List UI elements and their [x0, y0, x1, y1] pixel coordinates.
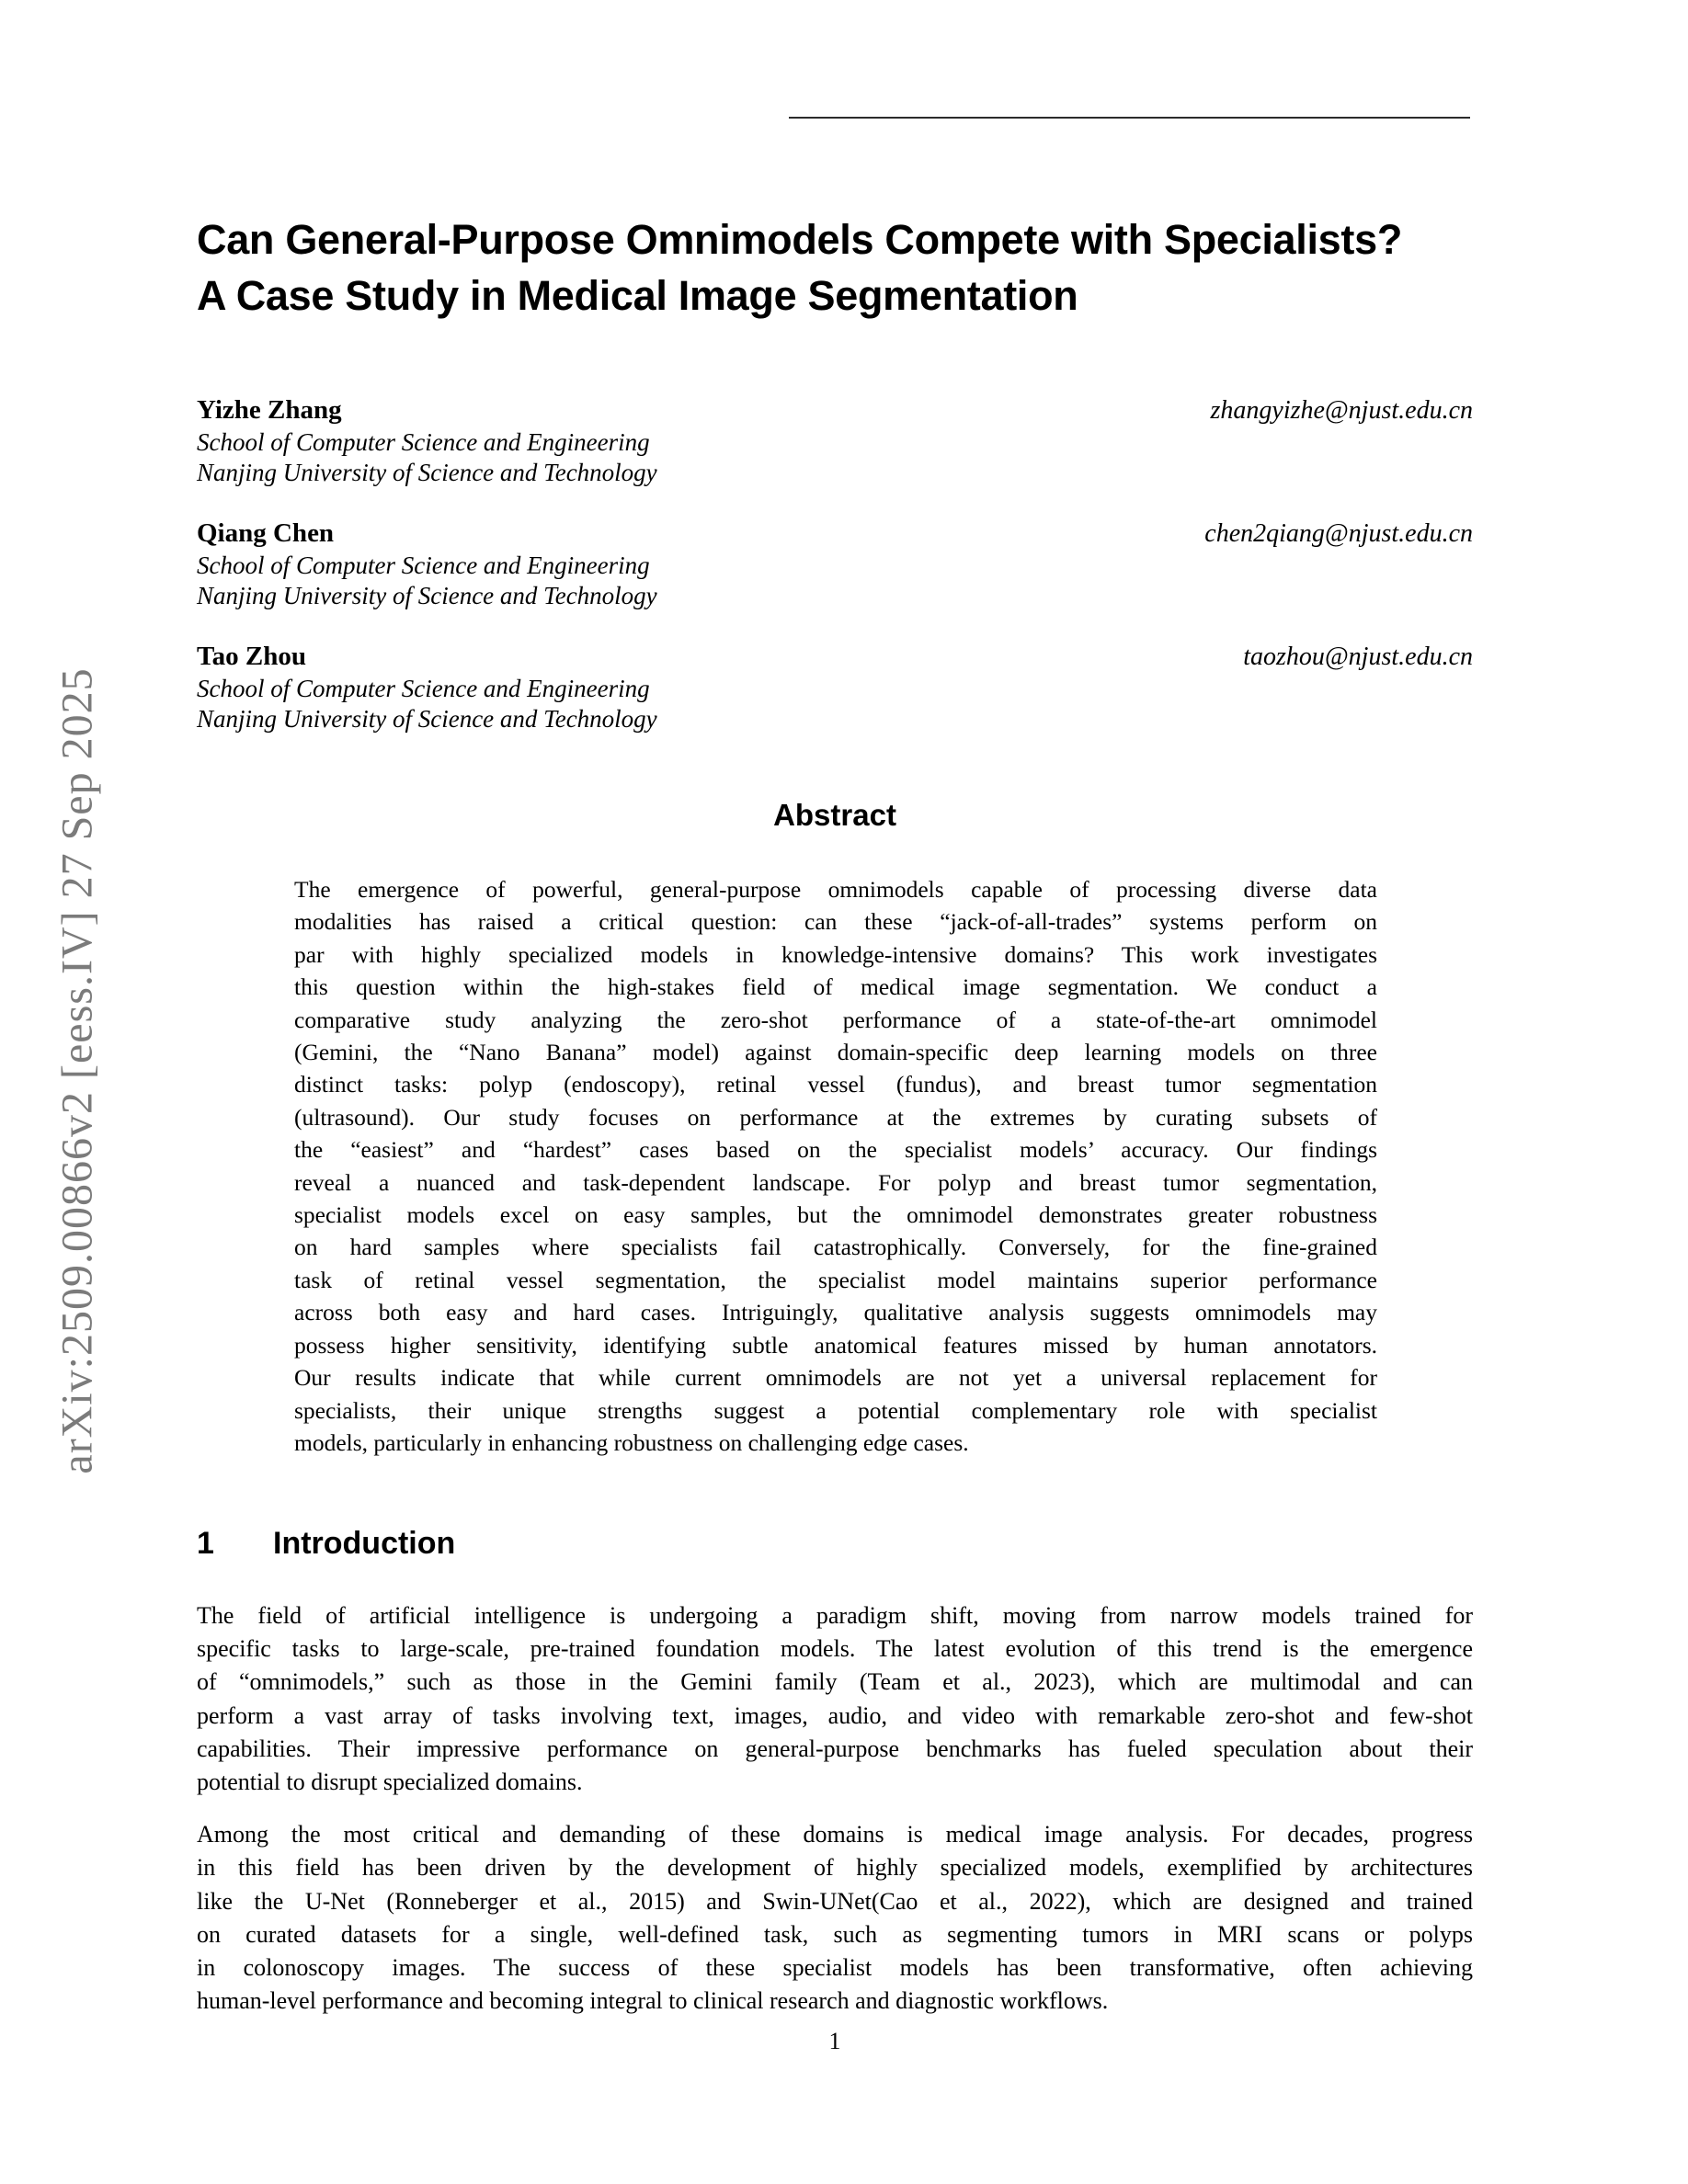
- text-line: possess higher sensitivity, identifying subtle anatomical features missed by human annotators.: [294, 1331, 1377, 1359]
- text-line: (ultrasound). Our study focuses on performance at the extremes by curating subsets of: [294, 1103, 1377, 1131]
- text-line: task of retinal vessel segmentation, the specialist model maintains superior performance: [294, 1266, 1377, 1293]
- author-affiliation: School of Computer Science and Engineering: [197, 428, 650, 456]
- author-affiliation: Nanjing University of Science and Technology: [197, 582, 657, 609]
- arxiv-watermark: arXiv:2509.00866v2 [eess.IV] 27 Sep 2025: [52, 667, 102, 1474]
- author-affiliation: School of Computer Science and Engineering: [197, 552, 650, 579]
- author-list: [197, 393, 1473, 763]
- text-line: the “easiest” and “hardest” cases based on the specialist models’ accuracy. Our findings: [294, 1136, 1377, 1164]
- author-affiliation: Nanjing University of Science and Technology: [197, 459, 657, 486]
- text-line: The field of artificial intelligence is undergoing a paradigm shift, moving from narrow models trained for: [197, 1602, 1473, 1629]
- text-line: specialist models excel on easy samples, but the omnimodel demonstrates greater robustness: [294, 1201, 1377, 1229]
- abstract-heading: Abstract: [773, 798, 896, 832]
- introduction-paragraph-2: [197, 1818, 1473, 2018]
- author-block: [197, 517, 1473, 611]
- text-line: in this field has been driven by the development of highly specialized models, exemplified by architectures: [197, 1854, 1473, 1882]
- text-line: like the U-Net (Ronneberger et al., 2015) and Swin-UNet(Cao et al., 2022), which are designed and trained: [197, 1887, 1473, 1915]
- section-heading-introduction: [197, 1526, 455, 1562]
- abstract-text: [294, 873, 1377, 1459]
- author-row: [197, 640, 1473, 674]
- author-name: Qiang Chen: [197, 518, 335, 548]
- author-email: chen2qiang@njust.edu.cn: [1204, 519, 1473, 548]
- author-block: [197, 640, 1473, 734]
- text-line: models, particularly in enhancing robustness on challenging edge cases.: [294, 1428, 969, 1456]
- text-line: in colonoscopy images. The success of these specialist models has been transformative, often achieving: [197, 1954, 1473, 1982]
- text-line: reveal a nuanced and task-dependent landscape. For polyp and breast tumor segmentation,: [294, 1168, 1377, 1196]
- title-line-2: A Case Study in Medical Image Segmentation: [197, 272, 1078, 319]
- text-line: comparative study analyzing the zero-shot performance of a state-of-the-art omnimodel: [294, 1006, 1377, 1033]
- title-line-1: Can General-Purpose Omnimodels Compete with Specialists?: [197, 216, 1403, 263]
- text-line: (Gemini, the “Nano Banana” model) against domain-specific deep learning models on three: [294, 1039, 1377, 1066]
- author-name: Tao Zhou: [197, 642, 307, 671]
- text-line: human-level performance and becoming integral to clinical research and diagnostic workflows.: [197, 1987, 1109, 2015]
- text-line: across both easy and hard cases. Intriguingly, qualitative analysis suggests omnimodels may: [294, 1299, 1377, 1326]
- page-number: 1: [828, 2028, 841, 2054]
- text-line: perform a vast array of tasks involving text, images, audio, and video with remarkable zero-shot and few-shot: [197, 1701, 1473, 1729]
- author-row: [197, 393, 1473, 427]
- text-line: Our results indicate that while current omnimodels are not yet a universal replacement for: [294, 1364, 1377, 1392]
- text-line: of “omnimodels,” such as those in the Gemini family (Team et al., 2023), which are multimodal and can: [197, 1668, 1473, 1696]
- author-email: taozhou@njust.edu.cn: [1243, 643, 1473, 671]
- author-row: [197, 517, 1473, 551]
- section-title: Introduction: [273, 1526, 456, 1561]
- text-line: modalities has raised a critical question: can these “jack-of-all-trades” systems perform on: [294, 908, 1377, 936]
- text-line: this question within the high-stakes field of medical image segmentation. We conduct a: [294, 973, 1377, 1001]
- paper-title: [197, 211, 1502, 324]
- header-rule: [789, 117, 1470, 119]
- text-line: specialists, their unique strengths suggest a potential complementary role with specialist: [294, 1396, 1377, 1424]
- introduction-paragraph-1: [197, 1599, 1473, 1799]
- text-line: distinct tasks: polyp (endoscopy), retinal vessel (fundus), and breast tumor segmentation: [294, 1071, 1377, 1098]
- author-name: Yizhe Zhang: [197, 395, 342, 425]
- author-email: zhangyizhe@njust.edu.cn: [1210, 396, 1473, 425]
- author-affiliation: School of Computer Science and Engineering: [197, 675, 650, 702]
- text-line: capabilities. Their impressive performance on general-purpose benchmarks has fueled speculation about their: [197, 1735, 1473, 1762]
- text-line: par with highly specialized models in knowledge-intensive domains? This work investigates: [294, 940, 1377, 968]
- introduction-body: [197, 1599, 1473, 2018]
- section-number: 1: [197, 1526, 214, 1561]
- author-affiliation: Nanjing University of Science and Technology: [197, 705, 657, 733]
- text-line: potential to disrupt specialized domains.: [197, 1769, 583, 1796]
- text-line: on hard samples where specialists fail catastrophically. Conversely, for the fine-grained: [294, 1234, 1377, 1261]
- text-line: on curated datasets for a single, well-defined task, such as segmenting tumors in MRI scans or polyps: [197, 1920, 1473, 1948]
- text-line: The emergence of powerful, general-purpose omnimodels capable of processing diverse data: [294, 876, 1377, 903]
- text-line: Among the most critical and demanding of these domains is medical image analysis. For decades, progress: [197, 1821, 1473, 1848]
- author-block: [197, 393, 1473, 488]
- text-line: specific tasks to large-scale, pre-trained foundation models. The latest evolution of this trend is the emergence: [197, 1635, 1473, 1663]
